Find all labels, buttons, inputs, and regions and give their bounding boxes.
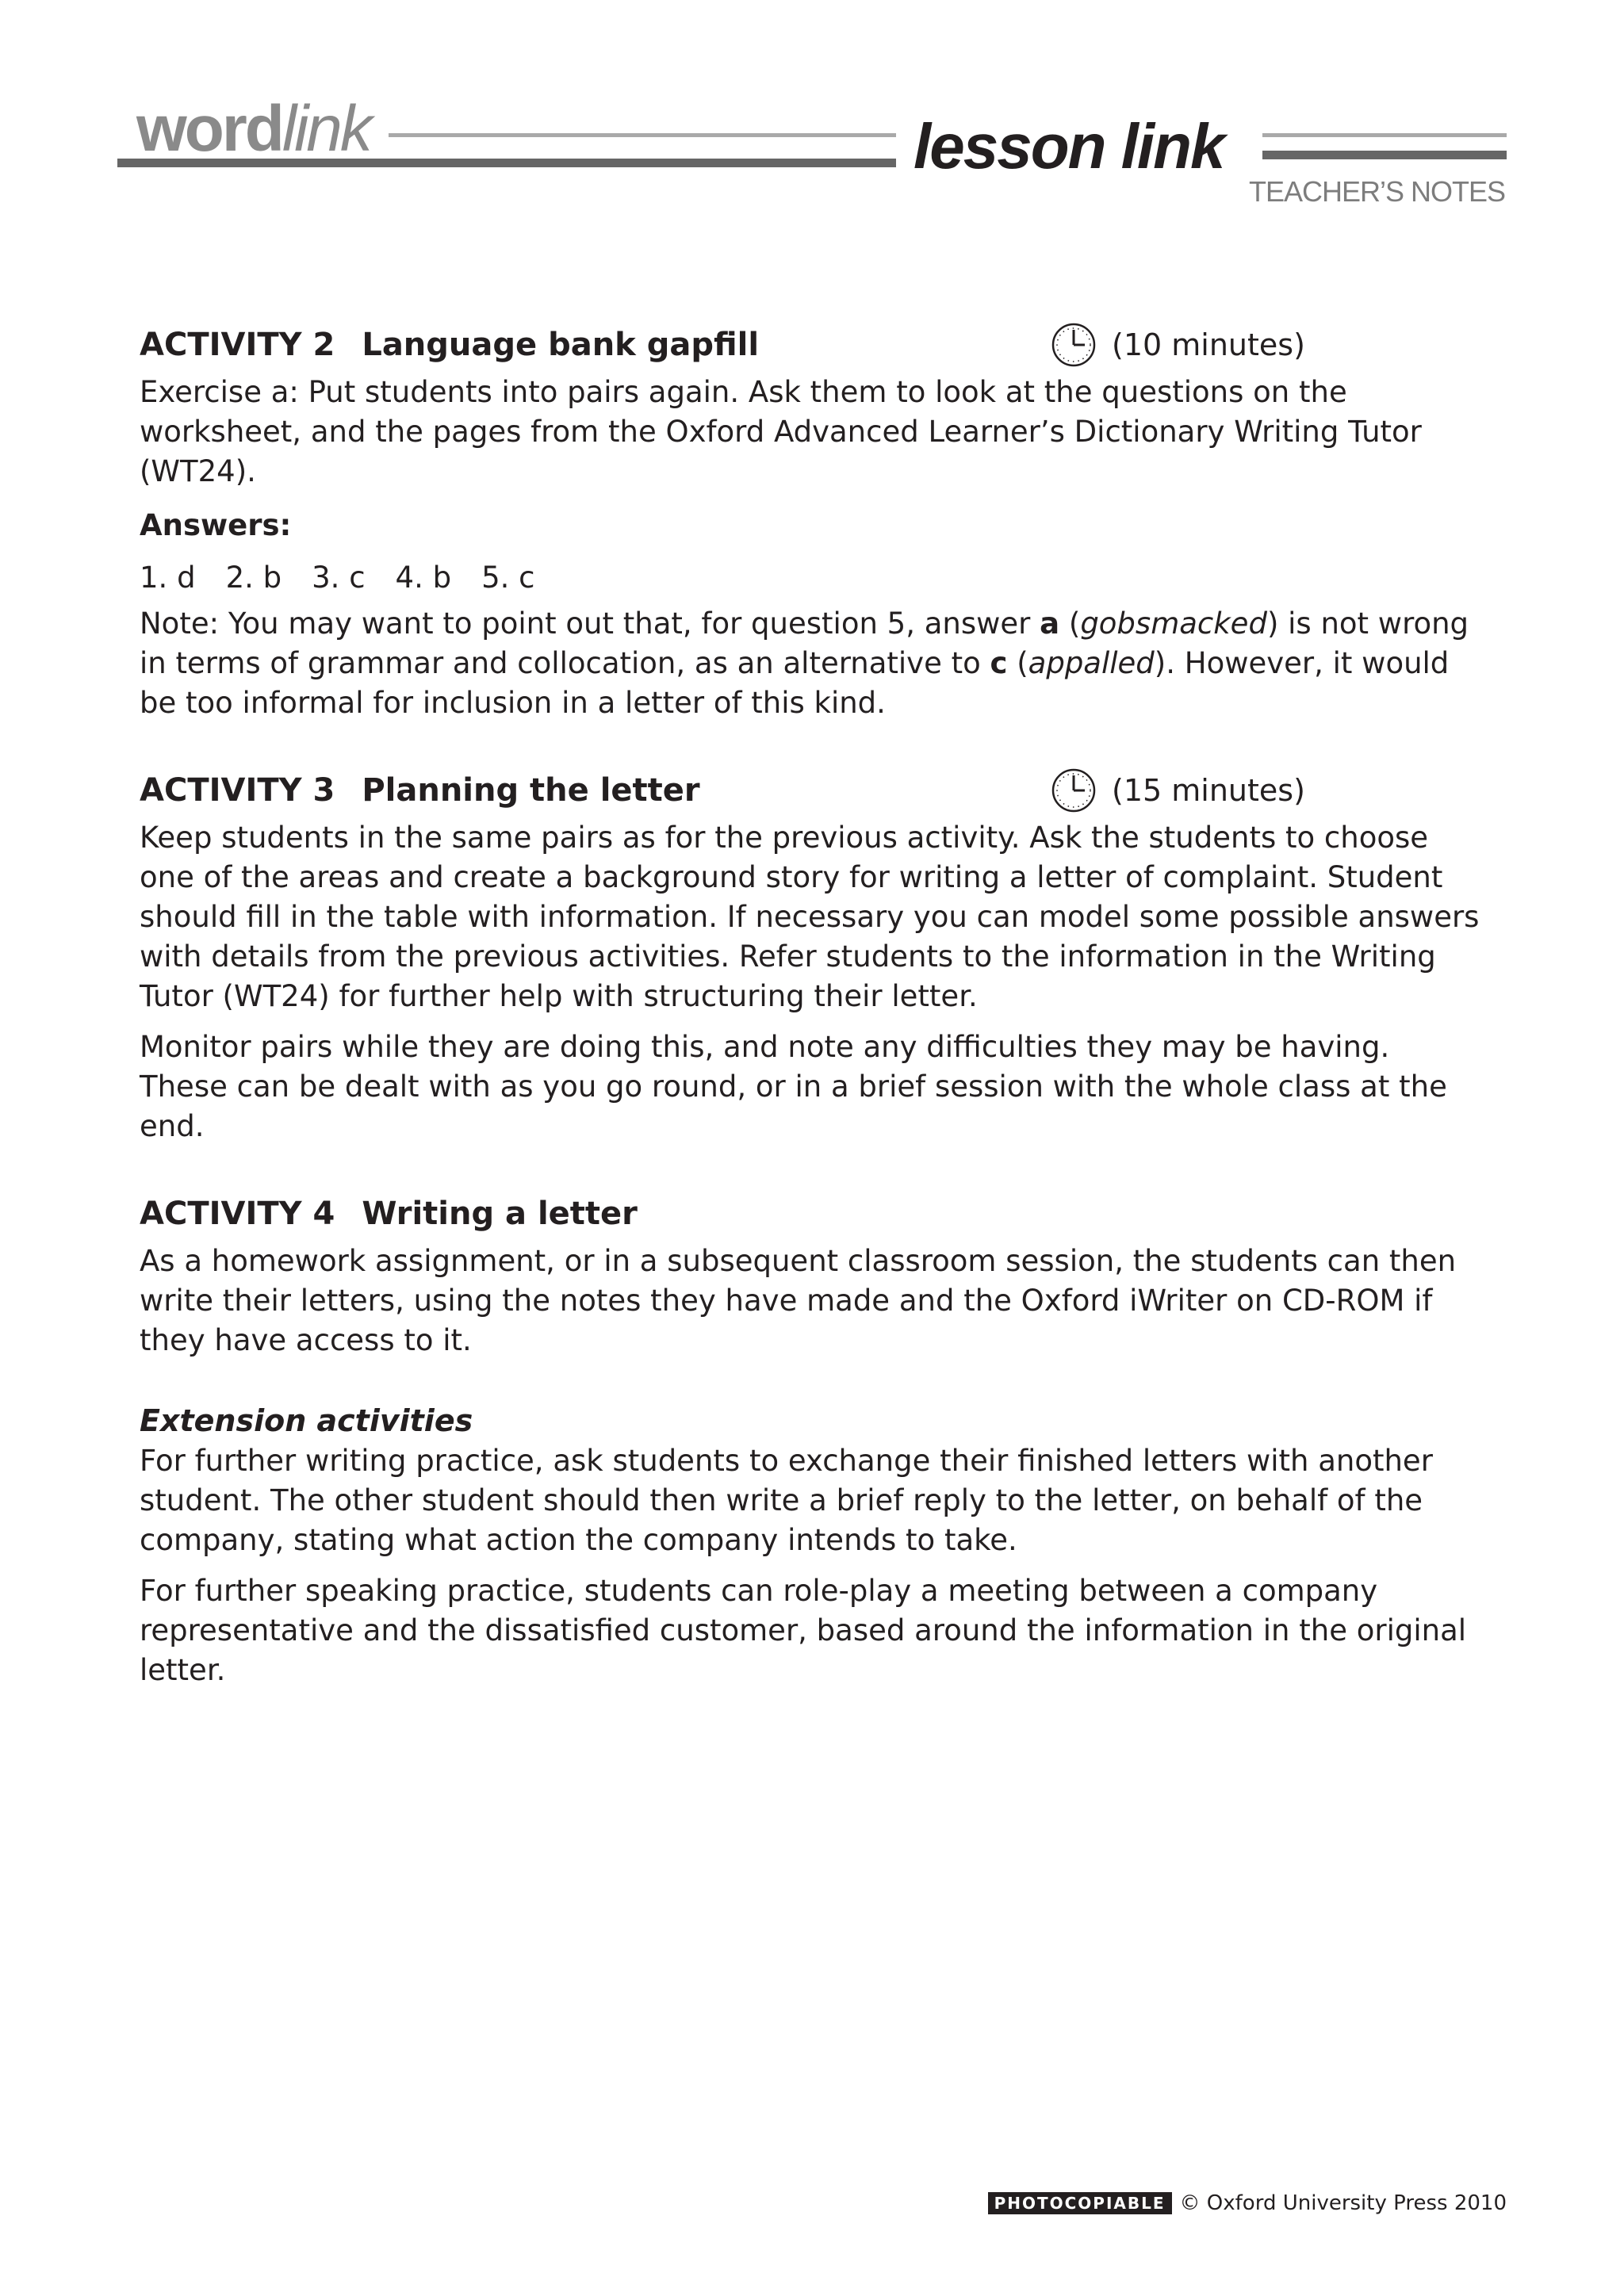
extension-paragraph: For further writing practice, ask students to exchange their finished letters with another student. The other student should then write a brief reply to the letter, on behalf of the company, stating what action the company intends to take. (140, 1444, 1433, 1557)
extension-title: Extension activities (140, 1403, 473, 1438)
note-word-a: gobsmacked (1080, 607, 1267, 641)
activity-name: Language bank gapfill (362, 327, 760, 363)
duration-text: (10 minutes) (1112, 327, 1305, 362)
answers-label: Answers: (140, 508, 292, 542)
answer-item: 3. c (312, 561, 366, 595)
activity-duration (1050, 763, 1305, 818)
extension-paragraph: For further speaking practice, students can role-play a meeting between a company representative and the dissatisfied customer, based around the information in the original letter. (140, 1574, 1467, 1687)
activity-3 (140, 763, 1480, 1146)
duration-text: (15 minutes) (1112, 773, 1305, 808)
note-text: ). However, it would be too informal for inclusion in a letter of this kind. (140, 646, 1450, 720)
answers-list (140, 558, 1480, 598)
answer-item: 1. d (140, 561, 196, 595)
activity-2 (140, 317, 1480, 723)
note-text: ( (1059, 607, 1081, 641)
answer-item: 4. b (395, 561, 452, 595)
content (140, 317, 1480, 1730)
activity-heading (140, 317, 1480, 373)
header-rule-right-main (1262, 151, 1507, 159)
activity-number: ACTIVITY 4 (140, 1196, 335, 1232)
logo-word-italic: link (282, 93, 370, 165)
activity-number: ACTIVITY 2 (140, 327, 335, 363)
activity-title (140, 1186, 1480, 1242)
note-text: ) is not wrong in terms of grammar and collocation, as an alternative to (140, 607, 1469, 680)
footer (988, 2191, 1507, 2215)
activity-paragraph: Monitor pairs while they are doing this, and note any difficulties they may be having. These can be dealt with as you go round, or in a brief session with the whole class at the end. (140, 1030, 1447, 1143)
clock-icon (1050, 321, 1097, 369)
note-answer-a: a (1040, 607, 1060, 641)
activity-note (140, 604, 1480, 723)
answer-item: 5. c (481, 561, 535, 595)
page-title: lesson link (914, 111, 1224, 182)
header-rule-right-top (1262, 133, 1507, 137)
answer-item: 2. b (225, 561, 282, 595)
activity-paragraph: Keep students in the same pairs as for the previous activity. Ask the students to choose one of the areas and create a background story for writing a letter of complaint. Student should fill in the table with information. If necessary you can model some possible answers with details from the previous activities. Refer students to the information in the Writing Tutor (WT24) for further help with structuring their letter. (140, 821, 1480, 1013)
note-word-c: appalled (1028, 646, 1155, 680)
activity-heading (140, 763, 1480, 818)
photocopiable-badge: PHOTOCOPIABLE (988, 2192, 1172, 2214)
extension-activities (140, 1400, 1480, 1690)
note-text: Note: You may want to point out that, for question 5, answer (140, 607, 1040, 641)
note-text: ( (1007, 646, 1028, 680)
page-subtitle: TEACHER’S NOTES (1248, 175, 1505, 208)
activity-4 (140, 1186, 1480, 1360)
wordlink-logo (136, 93, 370, 165)
copyright-text: © Oxford University Press 2010 (1179, 2191, 1507, 2215)
activity-paragraph: As a homework assignment, or in a subsequent classroom session, the students can then write their letters, using the notes they have made and the Oxford iWriter on CD-ROM if they have access to it. (140, 1244, 1457, 1357)
logo-word-bold: word (136, 93, 282, 165)
clock-icon (1050, 767, 1097, 814)
activity-name: Writing a letter (362, 1196, 638, 1232)
activity-heading (140, 1186, 1480, 1242)
header (0, 0, 1624, 222)
activity-number: ACTIVITY 3 (140, 772, 335, 809)
activity-duration (1050, 317, 1305, 373)
activity-intro: Exercise a: Put students into pairs again. Ask them to look at the questions on the worksheet, and the pages from the Oxford Advanced Learner’s Dictionary Writing Tutor (WT24). (140, 375, 1422, 488)
activity-name: Planning the letter (362, 772, 700, 809)
note-answer-c: c (990, 646, 1008, 680)
header-rule-top (389, 133, 896, 137)
